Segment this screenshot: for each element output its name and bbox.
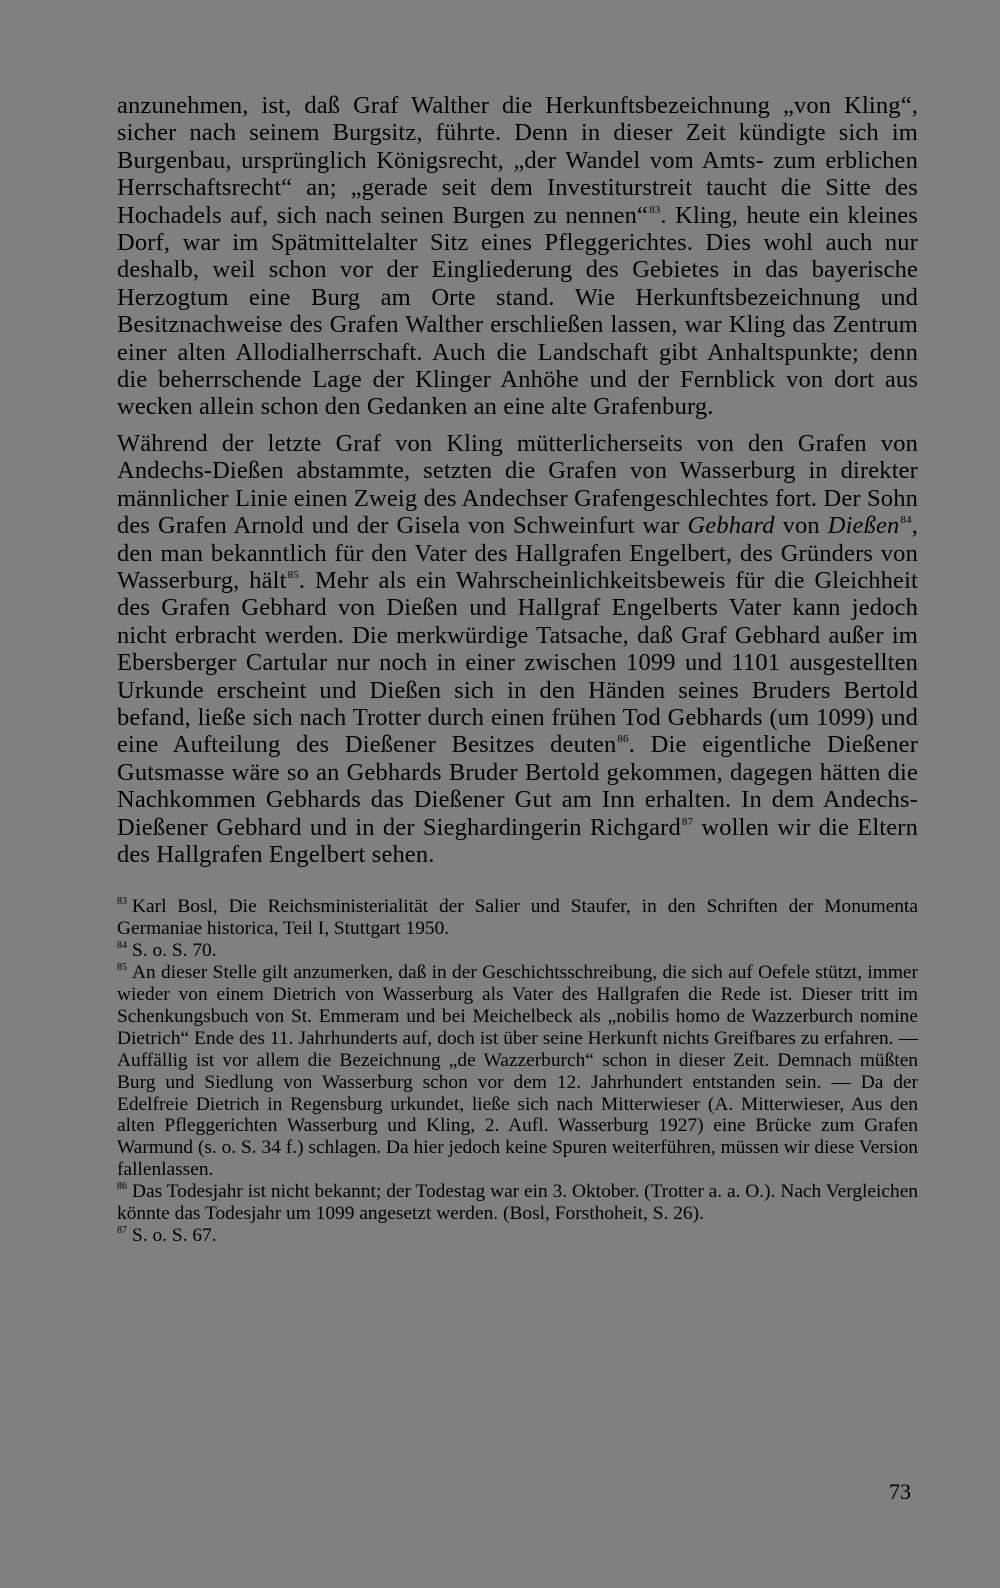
footnote-reference: 86 (617, 733, 629, 746)
footnotes (117, 896, 918, 1247)
footnote-reference: 84 (900, 514, 912, 527)
footnote-text: Das Todesjahr ist nicht bekannt; der Todestag war ein 3. Oktober. (Trotter a. a. O.). Nach Vergleichen könnte das Todesjahr um 1099 angesetzt werden. (Bosl, Forsthoheit, S. 26). (117, 1181, 918, 1225)
footnote-text: S. o. S. 67. (132, 1224, 217, 1246)
footnote-text: S. o. S. 70. (132, 940, 217, 962)
footnote-reference: 85 (287, 568, 299, 581)
footnote-number: 85 (117, 962, 127, 974)
footnote-reference: 83 (649, 203, 661, 216)
page-number: 73 (889, 1479, 911, 1504)
footnote-number: 84 (117, 940, 127, 952)
footnote-number: 87 (117, 1224, 127, 1236)
body-paragraph: anzunehmen, ist, daß Graf Walther die Herkunftsbezeichnung „von Kling“, sicher nach seinem Burgsitz, führte. Denn in dieser Zeit kündigte sich im Burgenbau, ursprünglich Königsrecht, „der Wandel vom Amts- zum erblichen Herrschaftsrecht“ an; „gerade seit dem Investiturstreit taucht die Sitte des Hochadels auf, sich nach seinen Burgen zu nennen“$^{83}$. Kling, heute ein kleines Dorf, war im Spätmittelalter Sitz eines Pfleggerichtes. Dies wohl auch nur deshalb, weil schon vor der Eingliederung des Gebietes in das bayerische Herzogtum eine Burg am Orte stand. Wie Herkunftsbezeichnung und Besitznachweise des Grafen Walther erschließen lassen, war Kling das Zentrum einer alten Allodialherrschaft. Auch die Landschaft gibt Anhaltspunkte; denn die beherrschende Lage der Klinger Anhöhe und der Fernblick von dort aus wecken allein schon den Gedanken an eine alte Grafenburg. (117, 92, 918, 421)
emphasized-name: Dießen (827, 512, 900, 540)
page-content (117, 92, 918, 1247)
footnote (117, 962, 918, 1181)
footnote-number: 86 (117, 1181, 127, 1193)
emphasized-name: Gebhard (687, 512, 775, 540)
footnote (117, 1225, 918, 1247)
footnote (117, 896, 918, 940)
footnote-text: Karl Bosl, Die Reichsministerialität der Salier und Staufer, in den Schriften der Monumenta Germaniae historica, Teil I, Stuttgart 1950. (117, 896, 918, 940)
footnote-number: 83 (117, 896, 127, 908)
footnote-text: An dieser Stelle gilt anzumerken, daß in der Geschichtsschreibung, die sich auf Oefele stützt, immer wieder von einem Dietrich von Wasserburg als Vater des Hallgrafen die Rede ist. Dieser tritt im Schenkungsbuch von St. Emmeram und bei Meichelbeck als „nobilis homo de Wazzerburch nomine Dietrich“ Ende des 11. Jahrhunderts auf, doch ist über seine Herkunft nichts Greifbares zu erfahren. — Auffällig ist vor allem die Bezeichnung „de Wazzerburch“ schon in dieser Zeit. Demnach müßten Burg und Siedlung von Wasserburg schon vor dem 12. Jahrhundert entstanden sein. — Da der Edelfreie Dietrich in Regensburg urkundet, ließe sich nach Mitterwieser (A. Mitterwieser, Aus den alten Pfleggerichten Wasserburg und Kling, 2. Aufl. Wasserburg 1927) eine Brücke zum Grafen Warmund (s. o. S. 34 f.) schlagen. Da hier jedoch keine Spuren weiterführen, müssen wir diese Version fallenlassen. (117, 962, 918, 1181)
body-paragraph: Während der letzte Graf von Kling mütterlicherseits von den Grafen von Andechs-Dießen abstammte, setzten die Grafen von Wasserburg in direkter männlicher Linie einen Zweig des Andechser Grafengeschlechtes fort. Der Sohn des Grafen Arnold und der Gisela von Schweinfurt war Gebhard von Dießen$^{84}$, den man bekanntlich für den Vater des Hallgrafen Engelbert, des Gründers von Wasserburg, hält$^{85}$. Mehr als ein Wahrscheinlichkeitsbeweis für die Gleichheit des Grafen Gebhard von Dießen und Hallgraf Engelberts Vater kann jedoch nicht erbracht werden. Die merkwürdige Tatsache, daß Graf Gebhard außer im Ebersberger Cartular nur noch in einer zwischen 1099 und 1101 ausgestellten Urkunde erscheint und Dießen sich in den Händen seines Bruders Bertold befand, ließe sich nach Trotter durch einen frühen Tod Gebhards (um 1099) und eine Aufteilung des Dießener Besitzes deuten$^{86}$. Die eigentliche Dießener Gutsmasse wäre so an Gebhards Bruder Bertold gekommen, dagegen hätten die Nachkommen Gebhards das Dießener Gut am Inn erhalten. In dem Andechs-Dießener Gebhard und in der Sieghardingerin Richgard$^{87}$ wollen wir die Eltern des Hallgrafen Engelbert sehen. (117, 429, 919, 868)
footnote (117, 940, 918, 962)
body-text (117, 92, 918, 868)
footnote-reference: 87 (681, 815, 694, 828)
footnote (117, 1181, 918, 1225)
